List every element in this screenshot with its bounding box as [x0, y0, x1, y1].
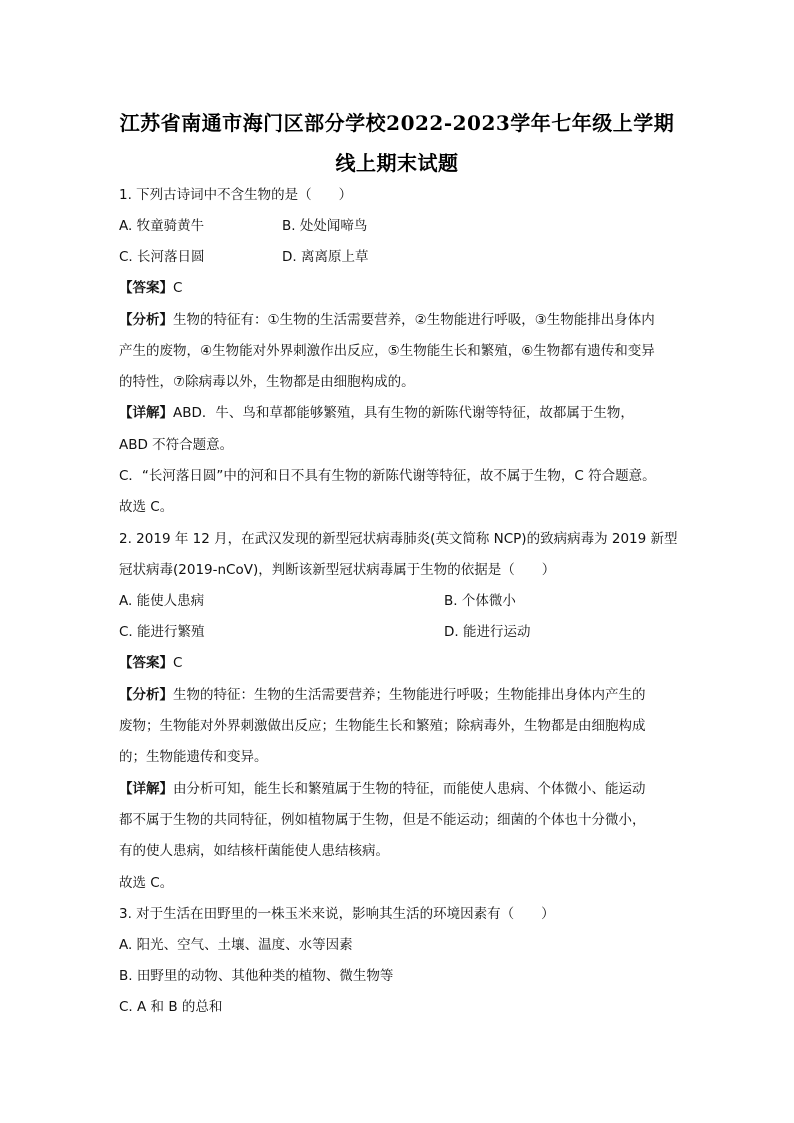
question-2-option-c: C. 能进行繁殖	[119, 624, 205, 640]
document-title-line-1: 江苏省南通市海门区部分学校2022-2023学年七年级上学期	[119, 111, 675, 135]
question-3-option-c: C. A 和 B 的总和	[119, 999, 223, 1015]
question-1-analysis-line-3: 的特性，⑦除病毒以外，生物都是由细胞构成的。	[119, 374, 415, 390]
detail-text: ABD．牛、鸟和草都能够繁殖，具有生物的新陈代谢等特征，故都属于生物，	[173, 405, 634, 421]
question-1-text: 1. 下列古诗词中不含生物的是（ ）	[119, 187, 353, 203]
question-1-option-d: D. 离离原上草	[282, 249, 369, 265]
detail-text: 由分析可知，能生长和繁殖属于生物的特征，而能使人患病、个体微小、能运动	[173, 781, 646, 797]
question-2-analysis-line-1	[119, 686, 646, 704]
question-1-analysis-line-2: 产生的废物，④生物能对外界刺激作出反应，⑤生物能生长和繁殖，⑥生物都有遗传和变异	[119, 343, 655, 359]
question-3-text: 3. 对于生活在田野里的一株玉米来说，影响其生活的环境因素有（ ）	[119, 906, 555, 922]
question-1-analysis-line-1	[119, 311, 655, 329]
question-2-detail-line-3: 有的使人患病，如结核杆菌能使人患结核病。	[119, 843, 389, 859]
question-2-text-line-2: 冠状病毒(2019-nCoV)，判断该新型冠状病毒属于生物的依据是（ ）	[119, 562, 556, 578]
answer-value: C	[173, 655, 183, 671]
question-1-answer	[119, 279, 182, 297]
question-1-option-b: B. 处处闻啼鸟	[282, 218, 368, 234]
analysis-tag: 【分析】	[119, 687, 173, 703]
analysis-tag: 【分析】	[119, 312, 173, 328]
question-2-option-b: B. 个体微小	[444, 593, 516, 609]
question-2-text-line-1: 2. 2019 年 12 月，在武汉发现的新型冠状病毒肺炎(英文简称 NCP)的致病病毒为 2019 新型	[119, 531, 678, 547]
question-1-option-a: A. 牧童骑黄牛	[119, 218, 205, 234]
detail-tag: 【详解】	[119, 405, 173, 421]
question-2-analysis-line-3: 的；生物能遗传和变异。	[119, 749, 268, 765]
question-2-detail-line-2: 都不属于生物的共同特征，例如植物属于生物，但是不能运动；细菌的个体也十分微小，	[119, 812, 646, 828]
question-2-analysis-line-2: 废物；生物能对外界刺激做出反应；生物能生长和繁殖；除病毒外，生物都是由细胞构成	[119, 718, 646, 734]
document-title-line-2: 线上期末试题	[335, 151, 459, 175]
question-2-option-a: A. 能使人患病	[119, 593, 205, 609]
answer-value: C	[173, 280, 183, 296]
question-2-option-d: D. 能进行运动	[444, 624, 531, 640]
answer-tag: 【答案】	[119, 280, 173, 296]
question-1-option-c: C. 长河落日圆	[119, 249, 205, 265]
detail-tag: 【详解】	[119, 781, 173, 797]
question-3-option-b: B. 田野里的动物、其他种类的植物、微生物等	[119, 968, 394, 984]
question-2-detail-line-4: 故选 C。	[119, 875, 174, 891]
question-1-detail-line-4: 故选 C。	[119, 499, 174, 515]
analysis-text: 生物的特征有：①生物的生活需要营养，②生物能进行呼吸，③生物能排出身体内	[173, 312, 655, 328]
question-3-option-a: A. 阳光、空气、土壤、温度、水等因素	[119, 937, 353, 953]
question-1-detail-line-1	[119, 404, 634, 422]
question-1-detail-line-2: ABD 不符合题意。	[119, 437, 234, 453]
answer-tag: 【答案】	[119, 655, 173, 671]
question-2-detail-line-1	[119, 780, 646, 798]
question-2-answer	[119, 654, 182, 672]
analysis-text: 生物的特征：生物的生活需要营养；生物能进行呼吸；生物能排出身体内产生的	[173, 687, 646, 703]
question-1-detail-line-3: C．“长河落日圆”中的河和日不具有生物的新陈代谢等特征，故不属于生物，C 符合题意。	[119, 468, 656, 484]
